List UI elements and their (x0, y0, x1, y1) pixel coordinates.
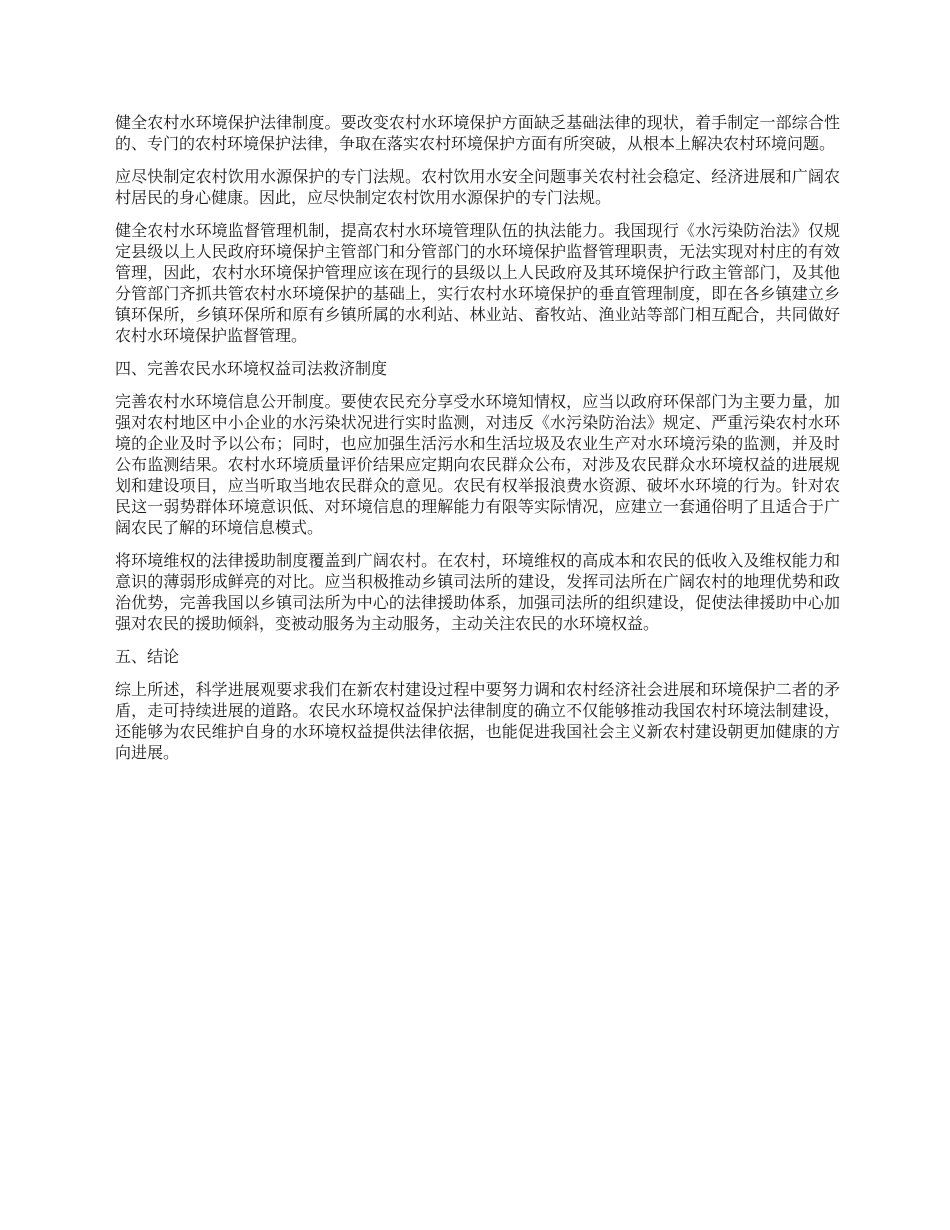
document-body (115, 112, 840, 775)
paragraph-information-disclosure: 完善农村水环境信息公开制度。要使农民充分享受水环境知情权，应当以政府环保部门为主要力量，加强对农村地区中小企业的水污染状况进行实时监测，对违反《水污染防治法》规定、严重污染农村水环境的企业及时予以公布；同时，也应加强生活污水和生活垃圾及农业生产对水环境污染的监测，并及时公布监测结果。农村水环境质量评价结果应定期向农民群众公布，对涉及农民群众水环境权益的进展规划和建设项目，应当听取当地农民群众的意见。农民有权举报浪费水资源、破坏水环境的行为。针对农民这一弱势群体环境意识低、对环境信息的理解能力有限等实际情况，应建立一套通俗明了且适合于广阔农民了解的环境信息模式。 (115, 392, 840, 537)
paragraph-legal-aid: 将环境维权的法律援助制度覆盖到广阔农村。在农村，环境维权的高成本和农民的低收入及维权能力和意识的薄弱形成鲜亮的对比。应当积极推动乡镇司法所的建设，发挥司法所在广阔农村的地理优势和政治优势，完善我国以乡镇司法所为中心的法律援助体系，加强司法所的组织建设，促使法律援助中心加强对农民的援助倾斜，变被动服务为主动服务，主动关注农民的水环境权益。 (115, 551, 840, 633)
section-heading-conclusion: 五、结论 (115, 647, 180, 666)
paragraph-supervision: 健全农村水环境监督管理机制，提高农村水环境管理队伍的执法能力。我国现行《水污染防治法》仅规定县级以上人民政府环境保护主管部门和分管部门的水环境保护监督管理职责，无法实现对村庄的有效管理，因此，农村水环境保护管理应该在现行的县级以上人民政府及其环境保护行政主管部门，及其他分管部门齐抓共管农村水环境保护的基础上，实行农村水环境保护的垂直管理制度，即在各乡镇建立乡镇环保所，乡镇环保所和原有乡镇所属的水利站、林业站、畜牧站、渔业站等部门相互配合，共同做好农村水环境保护监督管理。 (115, 221, 840, 345)
paragraph-conclusion: 综上所述，科学进展观要求我们在新农村建设过程中要努力调和农村经济社会进展和环境保护二者的矛盾，走可持续进展的道路。农民水环境权益保护法律制度的确立不仅能够推动我国农村环境法制建设，还能够为农民维护自身的水环境权益提供法律依据，也能促进我国社会主义新农村建设朝更加健康的方向进展。 (115, 680, 840, 762)
section-heading-judicial-relief: 四、完善农民水环境权益司法救济制度 (115, 359, 388, 378)
paragraph-drinking-water: 应尽快制定农村饮用水源保护的专门法规。农村饮用水安全问题事关农村社会稳定、经济进展和广阔农村居民的身心健康。因此，应尽快制定农村饮用水源保护的专门法规。 (115, 167, 840, 207)
paragraph-legal-system: 健全农村水环境保护法律制度。要改变农村水环境保护方面缺乏基础法律的现状，着手制定一部综合性的、专门的农村环境保护法律，争取在落实农村环境保护方面有所突破，从根本上解决农村环境问题。 (115, 113, 840, 153)
